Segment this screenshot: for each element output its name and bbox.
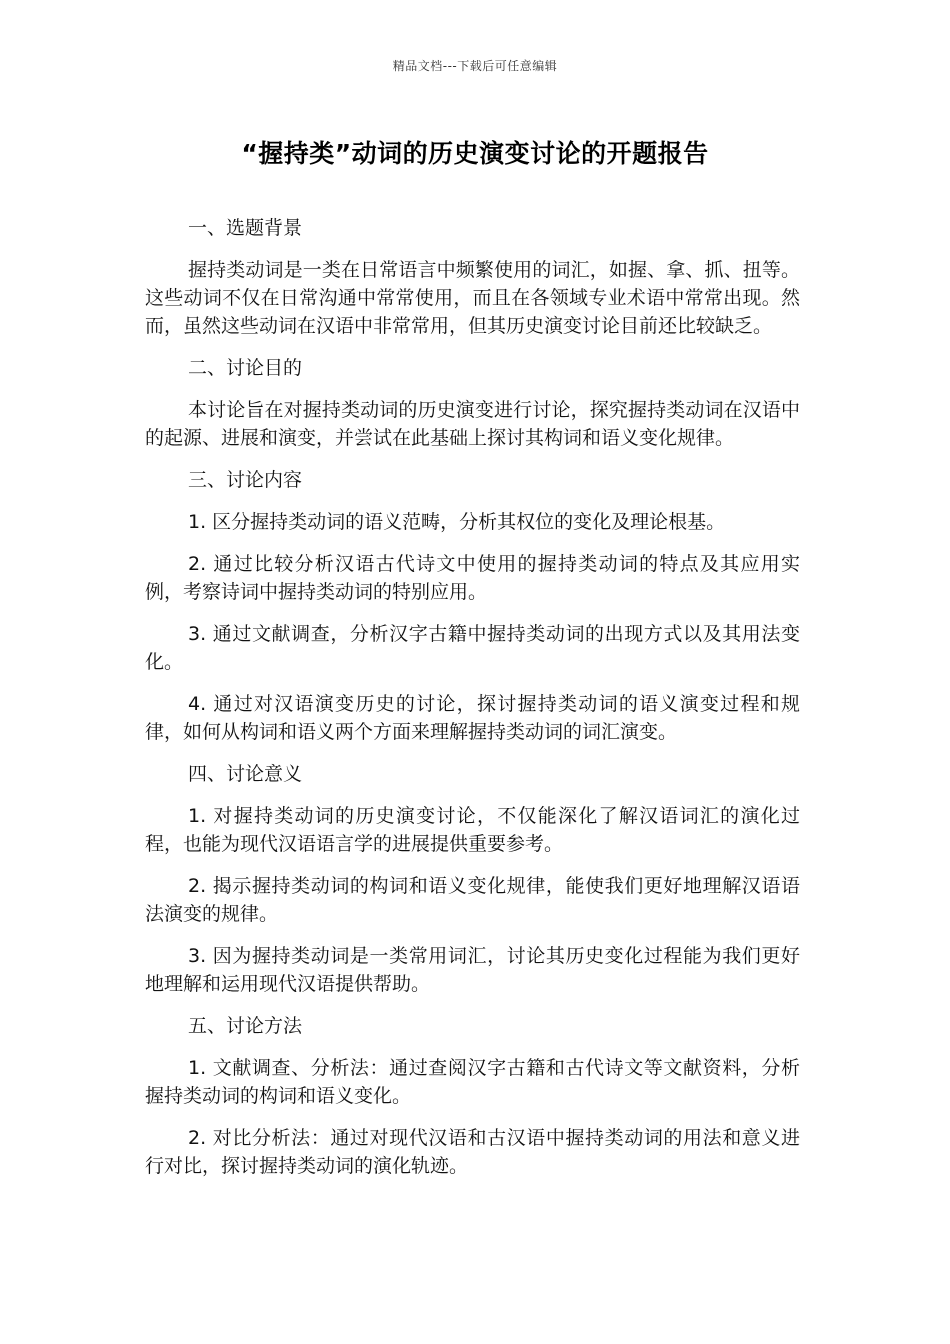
method-item: 1. 文献调查、分析法：通过查阅汉字古籍和古代诗文等文献资料，分析握持类动词的构词和语义变化。 [145, 1057, 800, 1107]
section-heading-method: 五、讨论方法 [188, 1015, 303, 1037]
document-title: “握持类”动词的历史演变讨论的开题报告 [241, 139, 709, 168]
header-note: 精品文档---下载后可任意编辑 [392, 59, 558, 73]
content-item: 1. 区分握持类动词的语义范畴，分析其权位的变化及理论根基。 [188, 511, 726, 533]
paragraph-purpose: 本讨论旨在对握持类动词的历史演变进行讨论，探究握持类动词在汉语中的起源、进展和演变，并尝试在此基础上探讨其构词和语义变化规律。 [145, 399, 800, 449]
section-heading-background: 一、选题背景 [188, 217, 303, 239]
paragraph-background: 握持类动词是一类在日常语言中频繁使用的词汇，如握、拿、抓、扭等。这些动词不仅在日常沟通中常常使用，而且在各领域专业术语中常常出现。然而，虽然这些动词在汉语中非常常用，但其历史演变讨论目前还比较缺乏。 [145, 259, 800, 337]
significance-item: 3. 因为握持类动词是一类常用词汇，讨论其历史变化过程能为我们更好地理解和运用现代汉语提供帮助。 [145, 945, 800, 995]
content-item: 2. 通过比较分析汉语古代诗文中使用的握持类动词的特点及其应用实例，考察诗词中握持类动词的特别应用。 [145, 553, 800, 603]
content-item: 3. 通过文献调查，分析汉字古籍中握持类动词的出现方式以及其用法变化。 [145, 623, 800, 673]
significance-item: 2. 揭示握持类动词的构词和语义变化规律，能使我们更好地理解汉语语法演变的规律。 [145, 875, 800, 925]
document-body [145, 214, 800, 1194]
section-heading-content: 三、讨论内容 [188, 469, 303, 491]
content-item: 4. 通过对汉语演变历史的讨论，探讨握持类动词的语义演变过程和规律，如何从构词和语义两个方面来理解握持类动词的词汇演变。 [145, 693, 800, 743]
significance-item: 1. 对握持类动词的历史演变讨论，不仅能深化了解汉语词汇的演化过程，也能为现代汉语语言学的进展提供重要参考。 [145, 805, 800, 855]
section-heading-significance: 四、讨论意义 [188, 763, 303, 785]
section-heading-purpose: 二、讨论目的 [188, 357, 303, 379]
method-item: 2. 对比分析法：通过对现代汉语和古汉语中握持类动词的用法和意义进行对比，探讨握持类动词的演化轨迹。 [145, 1127, 800, 1177]
